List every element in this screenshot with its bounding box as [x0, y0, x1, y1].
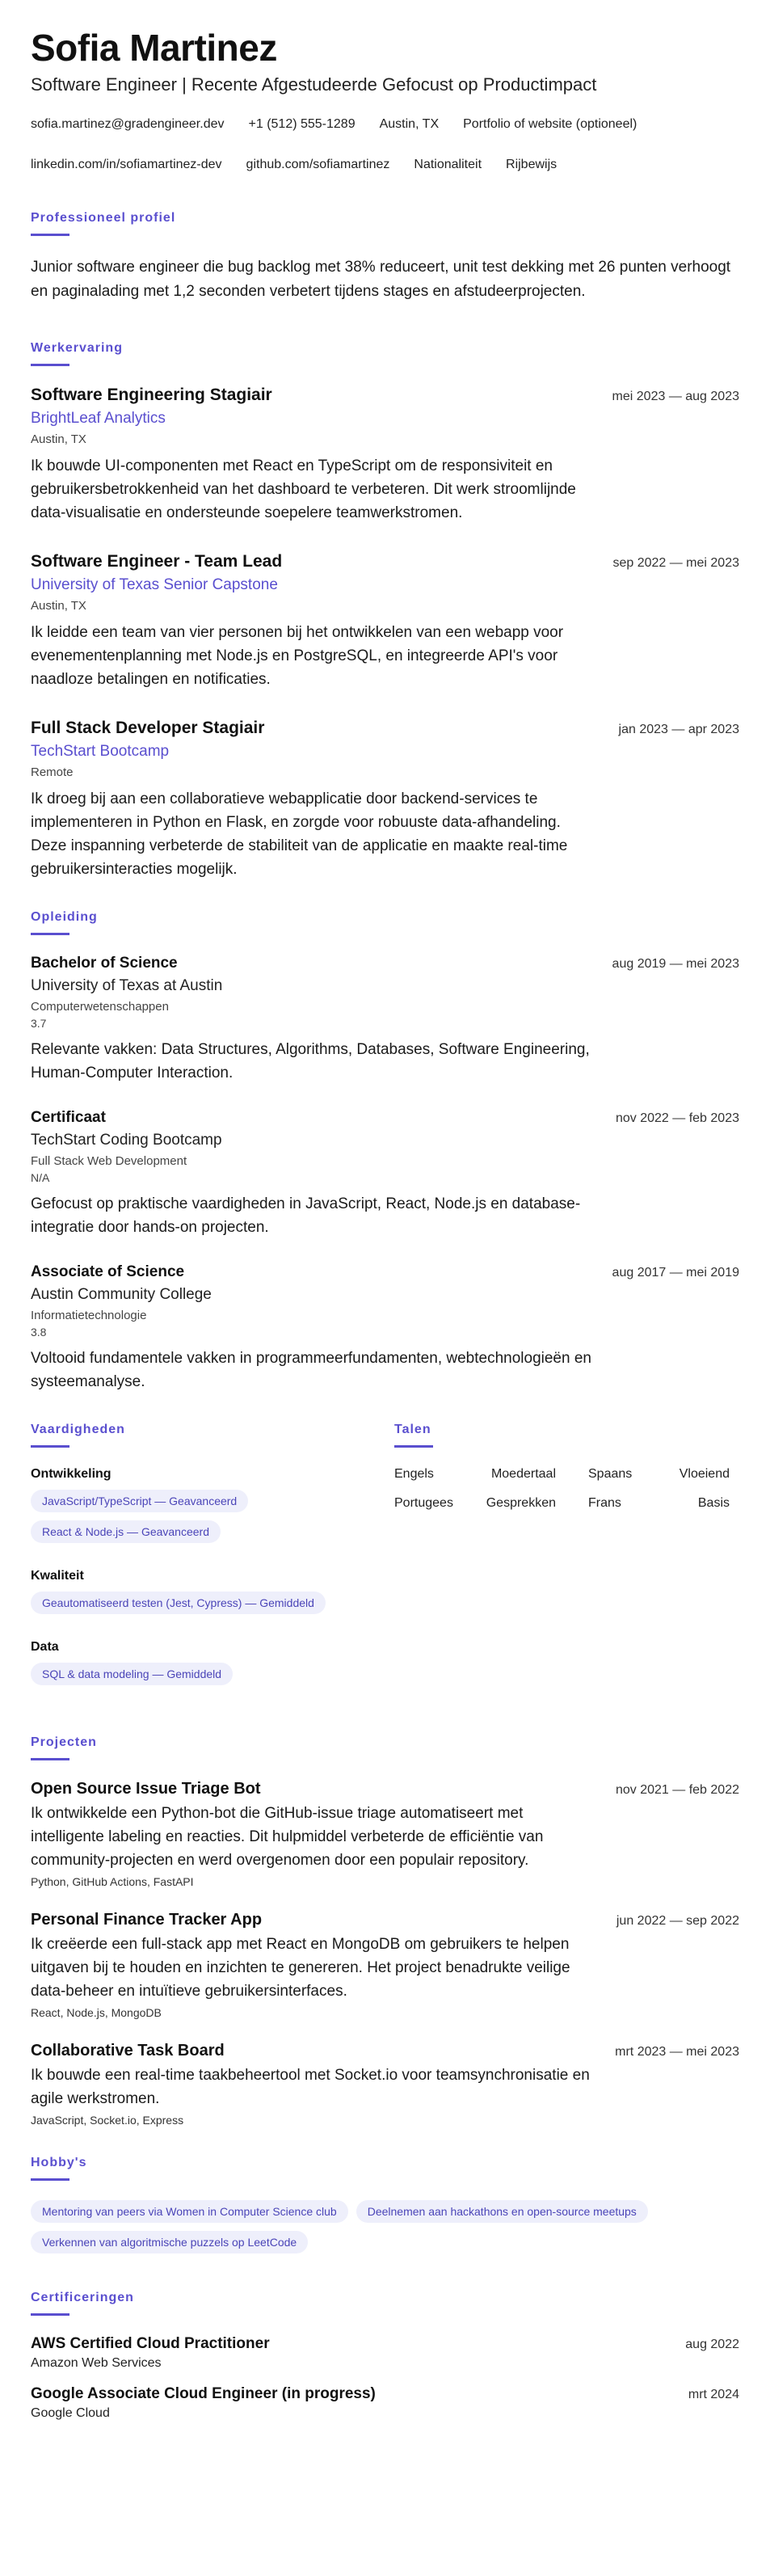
- hobbies-list: [31, 2200, 739, 2262]
- language-name: Frans: [588, 1496, 621, 1511]
- skill-chip: SQL & data modeling — Gemiddeld: [31, 1663, 233, 1685]
- education-description: Relevante vakken: Data Structures, Algorithms, Databases, Software Engineering, Human-Computer Interaction.: [31, 1041, 590, 1082]
- languages-list: [394, 1467, 730, 1511]
- hobby-chip: Verkennen van algoritmische puzzels op LeetCode: [31, 2231, 308, 2253]
- job-description: Ik droeg bij aan een collaboratieve webapplicatie door backend-services te implementeren in Python en Flask, en zorgde voor robuuste data-afhandeling. Deze inspanning verbeterde de stabiliteit van de applicatie en maakte real-time gebruikersinteracties mogelijk.: [31, 791, 568, 879]
- project-tech: React, Node.js, MongoDB: [31, 2006, 162, 2020]
- experience-entry: [31, 719, 739, 881]
- certification-date: aug 2022: [685, 2338, 739, 2352]
- school-name: TechStart Coding Bootcamp: [31, 1132, 222, 1149]
- field-of-study: Informatietechnologie: [31, 1309, 147, 1323]
- job-location: Remote: [31, 765, 74, 780]
- job-company: University of Texas Senior Capstone: [31, 576, 278, 594]
- section-title-languages: Talen: [394, 1423, 431, 1437]
- language-name: Portugees: [394, 1496, 453, 1511]
- experience-entry: [31, 386, 739, 525]
- language-level: Vloeiend: [679, 1467, 730, 1482]
- project-name: Collaborative Task Board: [31, 2042, 225, 2060]
- section-divider: [31, 234, 69, 236]
- section-divider: [31, 364, 69, 366]
- section-title-experience: Werkervaring: [31, 341, 123, 356]
- section-divider: [31, 933, 69, 935]
- degree-title: Certificaat: [31, 1109, 106, 1127]
- education-dates: aug 2019 — mei 2023: [612, 957, 739, 972]
- experience-entry: [31, 552, 739, 691]
- section-title-profile: Professioneel profiel: [31, 211, 176, 226]
- job-title: Software Engineer - Team Lead: [31, 552, 283, 571]
- skill-chip: React & Node.js — Geavanceerd: [31, 1520, 221, 1543]
- education-dates: nov 2022 — feb 2023: [615, 1111, 739, 1126]
- school-name: University of Texas at Austin: [31, 977, 223, 995]
- job-dates: mei 2023 — aug 2023: [612, 390, 739, 404]
- section-divider: [31, 1445, 69, 1448]
- skill-group: [31, 1569, 394, 1622]
- certification-name: AWS Certified Cloud Practitioner: [31, 2335, 270, 2353]
- job-title: Software Engineering Stagiair: [31, 386, 272, 405]
- project-description: Ik creëerde een full-stack app met React en MongoDB om gebruikers te helpen uitgaven bij te houden en inzichten te genereren. Het project benadrukte veilige data-beheer en intuïtieve gebruikersinterfaces.: [31, 1936, 570, 2001]
- skill-category: Data: [31, 1640, 59, 1655]
- degree-title: Associate of Science: [31, 1263, 185, 1281]
- job-location: Austin, TX: [31, 432, 86, 447]
- candidate-name: Sofia Martinez: [31, 27, 277, 69]
- section-divider: [31, 2178, 69, 2181]
- hobby-chip: Mentoring van peers via Women in Computer Science club: [31, 2200, 348, 2223]
- job-dates: sep 2022 — mei 2023: [612, 556, 739, 571]
- contact-location: Austin, TX: [379, 117, 440, 132]
- project-tech: Python, GitHub Actions, FastAPI: [31, 1875, 194, 1889]
- education-description: Voltooid fundamentele vakken in programmeerfundamenten, webtechnologieën en systeemanalyse.: [31, 1350, 591, 1391]
- experience-section: [31, 341, 739, 881]
- skill-group: [31, 1640, 394, 1693]
- project-dates: mrt 2023 — mei 2023: [615, 2045, 739, 2060]
- education-entry: [31, 955, 739, 1085]
- grade: 3.8: [31, 1326, 47, 1339]
- education-section: [31, 910, 739, 1393]
- job-location: Austin, TX: [31, 599, 86, 613]
- project-tech: JavaScript, Socket.io, Express: [31, 2114, 184, 2127]
- section-title-certifications: Certificeringen: [31, 2291, 134, 2305]
- skills-section: [31, 1423, 394, 1711]
- contact-linkedin[interactable]: linkedin.com/in/sofiamartinez-dev: [31, 158, 222, 172]
- projects-section: [31, 1735, 739, 2127]
- languages-section: [394, 1423, 730, 1711]
- hobbies-section: [31, 2156, 739, 2262]
- grade: 3.7: [31, 1017, 47, 1031]
- field-of-study: Full Stack Web Development: [31, 1154, 187, 1169]
- section-title-skills: Vaardigheden: [31, 1423, 125, 1437]
- section-divider: [31, 1758, 69, 1760]
- project-name: Personal Finance Tracker App: [31, 1911, 263, 1929]
- job-dates: jan 2023 — apr 2023: [618, 723, 739, 737]
- education-entry: [31, 1263, 739, 1393]
- language-level: Gesprekken: [486, 1496, 556, 1511]
- certification-entry: [31, 2385, 739, 2421]
- skill-chip: JavaScript/TypeScript — Geavanceerd: [31, 1490, 248, 1512]
- hobby-chip: Deelnemen aan hackathons en open-source meetups: [356, 2200, 648, 2223]
- contact-info: [31, 116, 739, 174]
- project-dates: jun 2022 — sep 2022: [616, 1914, 739, 1929]
- language-level: Moedertaal: [490, 1467, 556, 1482]
- contact-license: Rijbewijs: [506, 158, 558, 172]
- project-entry: [31, 2042, 739, 2127]
- skill-category: Ontwikkeling: [31, 1467, 112, 1482]
- contact-github[interactable]: github.com/sofiamartinez: [246, 158, 390, 172]
- certification-date: mrt 2024: [688, 2388, 739, 2402]
- project-entry: [31, 1911, 739, 2019]
- section-title-hobbies: Hobby's: [31, 2156, 87, 2170]
- contact-email[interactable]: sofia.martinez@gradengineer.dev: [31, 117, 225, 132]
- profile-section: [31, 211, 739, 304]
- school-name: Austin Community College: [31, 1286, 212, 1304]
- certifications-section: [31, 2291, 739, 2421]
- skill-group: [31, 1467, 394, 1551]
- language-level: Basis: [697, 1496, 730, 1511]
- project-name: Open Source Issue Triage Bot: [31, 1780, 261, 1798]
- skill-category: Kwaliteit: [31, 1569, 84, 1583]
- contact-nationality: Nationaliteit: [414, 158, 482, 172]
- job-description: Ik leidde een team van vier personen bij het ontwikkelen van een webapp voor evenementenplanning met Node.js en PostgreSQL, en integreerde API's voor naadloze betalingen en notificaties.: [31, 624, 564, 689]
- education-entry: [31, 1109, 739, 1239]
- education-dates: aug 2017 — mei 2019: [612, 1266, 739, 1280]
- contact-phone[interactable]: +1 (512) 555-1289: [248, 117, 356, 132]
- grade: N/A: [31, 1171, 50, 1185]
- job-company: BrightLeaf Analytics: [31, 410, 166, 428]
- project-entry: [31, 1780, 739, 1888]
- candidate-subtitle: Software Engineer | Recente Afgestudeerde Gefocust op Productimpact: [31, 74, 597, 95]
- language-name: Engels: [394, 1467, 434, 1482]
- skill-chip: Geautomatiseerd testen (Jest, Cypress) — Gemiddeld: [31, 1592, 326, 1614]
- section-title-education: Opleiding: [31, 910, 98, 925]
- contact-portfolio[interactable]: Portfolio of website (optioneel): [463, 117, 637, 132]
- field-of-study: Computerwetenschappen: [31, 1000, 169, 1014]
- certification-issuer: Google Cloud: [31, 2406, 110, 2421]
- skills-languages-row: [31, 1423, 739, 1711]
- project-dates: nov 2021 — feb 2022: [615, 1783, 739, 1798]
- section-title-projects: Projecten: [31, 1735, 97, 1750]
- project-description: Ik ontwikkelde een Python-bot die GitHub-issue triage automatiseert met intelligente labeling en reacties. Dit hulpmiddel verbeterde de efficiëntie van community-projecten en werd overgenomen door een populair repository.: [31, 1805, 544, 1870]
- section-divider: [31, 2313, 69, 2316]
- certification-entry: [31, 2335, 739, 2371]
- job-description: Ik bouwde UI-componenten met React en TypeScript om de responsiviteit en gebruikersbetrokkenheid van het dashboard te verbeteren. Dit werk stroomlijnde data-visualisatie en ondersteunde soepelere teamwerkstromen.: [31, 457, 576, 522]
- job-title: Full Stack Developer Stagiair: [31, 719, 265, 738]
- education-description: Gefocust op praktische vaardigheden in JavaScript, React, Node.js en database-integratie door hands-on projecten.: [31, 1195, 581, 1237]
- section-divider: [394, 1445, 433, 1448]
- certification-issuer: Amazon Web Services: [31, 2356, 162, 2371]
- language-name: Spaans: [588, 1467, 633, 1482]
- profile-summary: Junior software engineer die bug backlog met 38% reduceert, unit test dekking met 26 punten verhoogt en paginalading met 1,2 seconden verbetert tijdens stages en afstudeerprojecten.: [31, 259, 731, 301]
- project-description: Ik bouwde een real-time taakbeheertool met Socket.io voor teamsynchronisatie en agile werkstromen.: [31, 2067, 590, 2108]
- degree-title: Bachelor of Science: [31, 955, 178, 972]
- certification-name: Google Associate Cloud Engineer (in progress): [31, 2385, 376, 2403]
- job-company: TechStart Bootcamp: [31, 743, 170, 761]
